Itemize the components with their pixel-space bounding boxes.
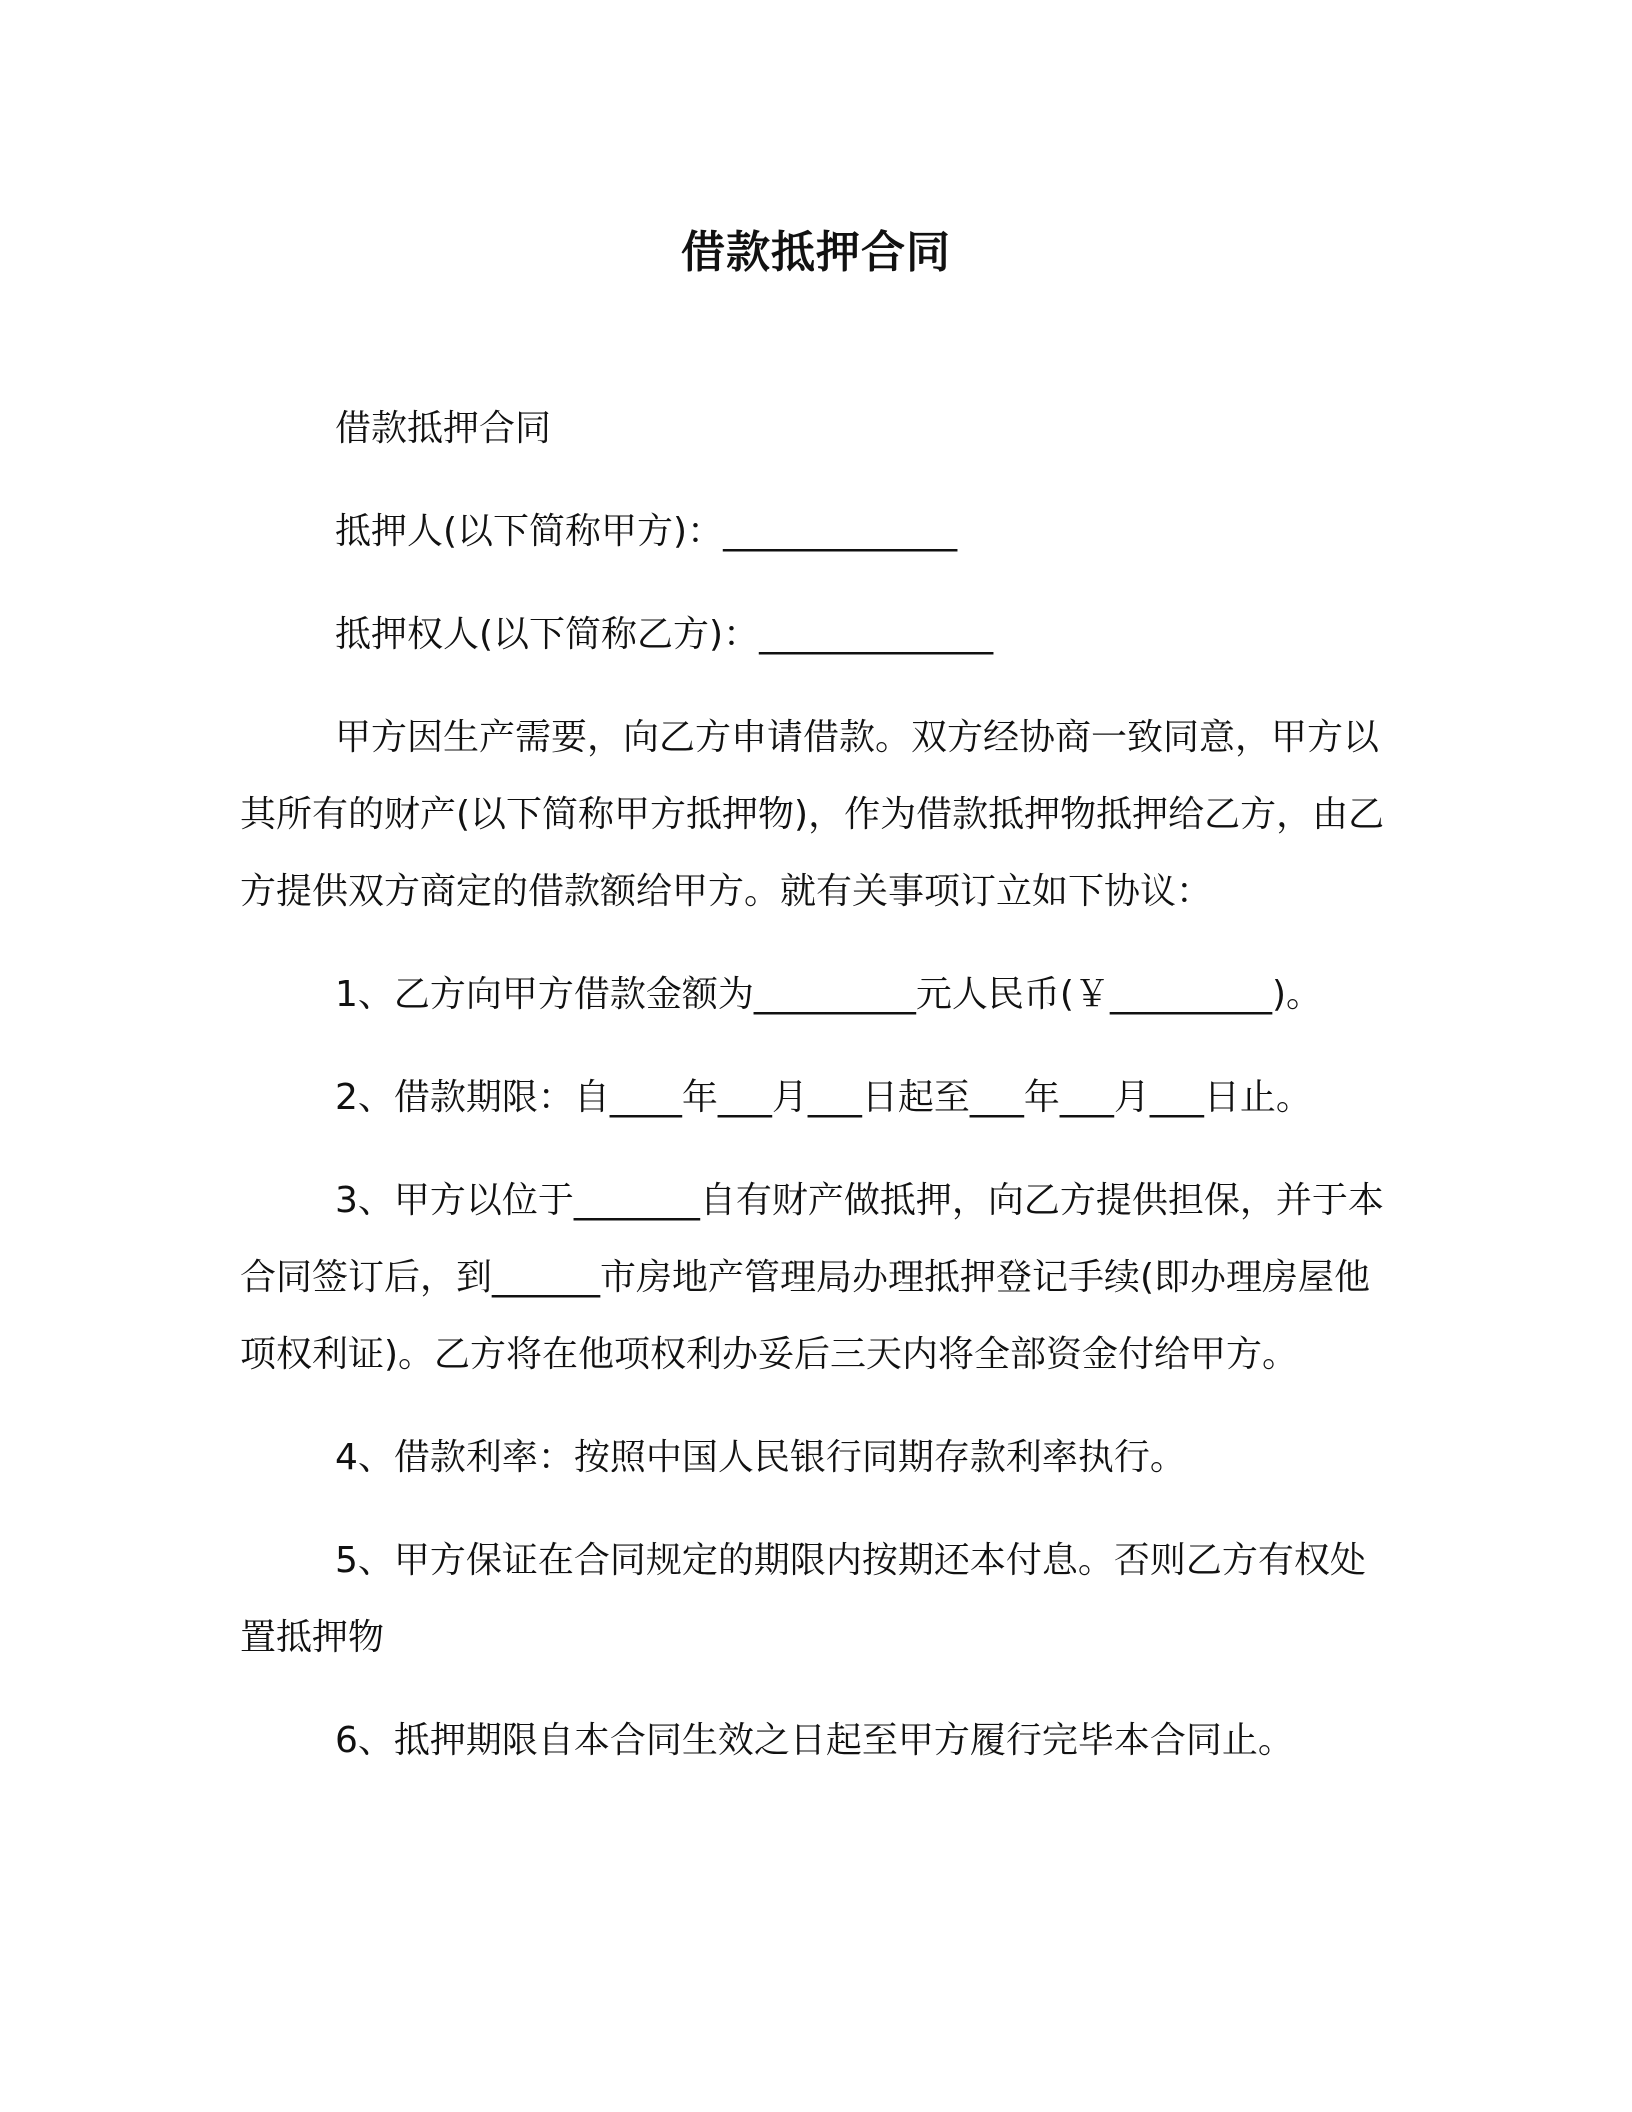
clause-4: 4、借款利率：按照中国人民银行同期存款利率执行。	[335, 1437, 1186, 1478]
document-body	[240, 390, 1390, 1805]
paragraph-preamble: 甲方因生产需要，向乙方申请借款。双方经协商一致同意，甲方以其所有的财产(以下简称甲方抵押物)，作为借款抵押物抵押给乙方，由乙方提供双方商定的借款额给甲方。就有关事项订立如下协议：	[240, 717, 1385, 912]
paragraph-heading: 借款抵押合同	[335, 408, 552, 449]
document-title: 借款抵押合同	[681, 227, 951, 278]
paragraph-mortgagee: 抵押权人(以下简称乙方)：_____________	[335, 614, 994, 655]
paragraph-mortgagor: 抵押人(以下简称甲方)：_____________	[335, 511, 958, 552]
clause-5: 5、甲方保证在合同规定的期限内按期还本付息。否则乙方有权处置抵押物	[240, 1540, 1366, 1658]
clause-3: 3、甲方以位于_______自有财产做抵押，向乙方提供担保，并于本合同签订后，到______市房地产管理局办理抵押登记手续(即办理房屋他项权利证)。乙方将在他项权利办妥后三天内将全部资金付给甲方。	[240, 1180, 1384, 1375]
clause-1: 1、乙方向甲方借款金额为_________元人民币(￥_________)。	[335, 974, 1322, 1015]
clause-6: 6、抵押期限自本合同生效之日起至甲方履行完毕本合同止。	[335, 1720, 1294, 1761]
clause-2: 2、借款期限：自____年___月___日起至___年___月___日止。	[335, 1077, 1312, 1118]
